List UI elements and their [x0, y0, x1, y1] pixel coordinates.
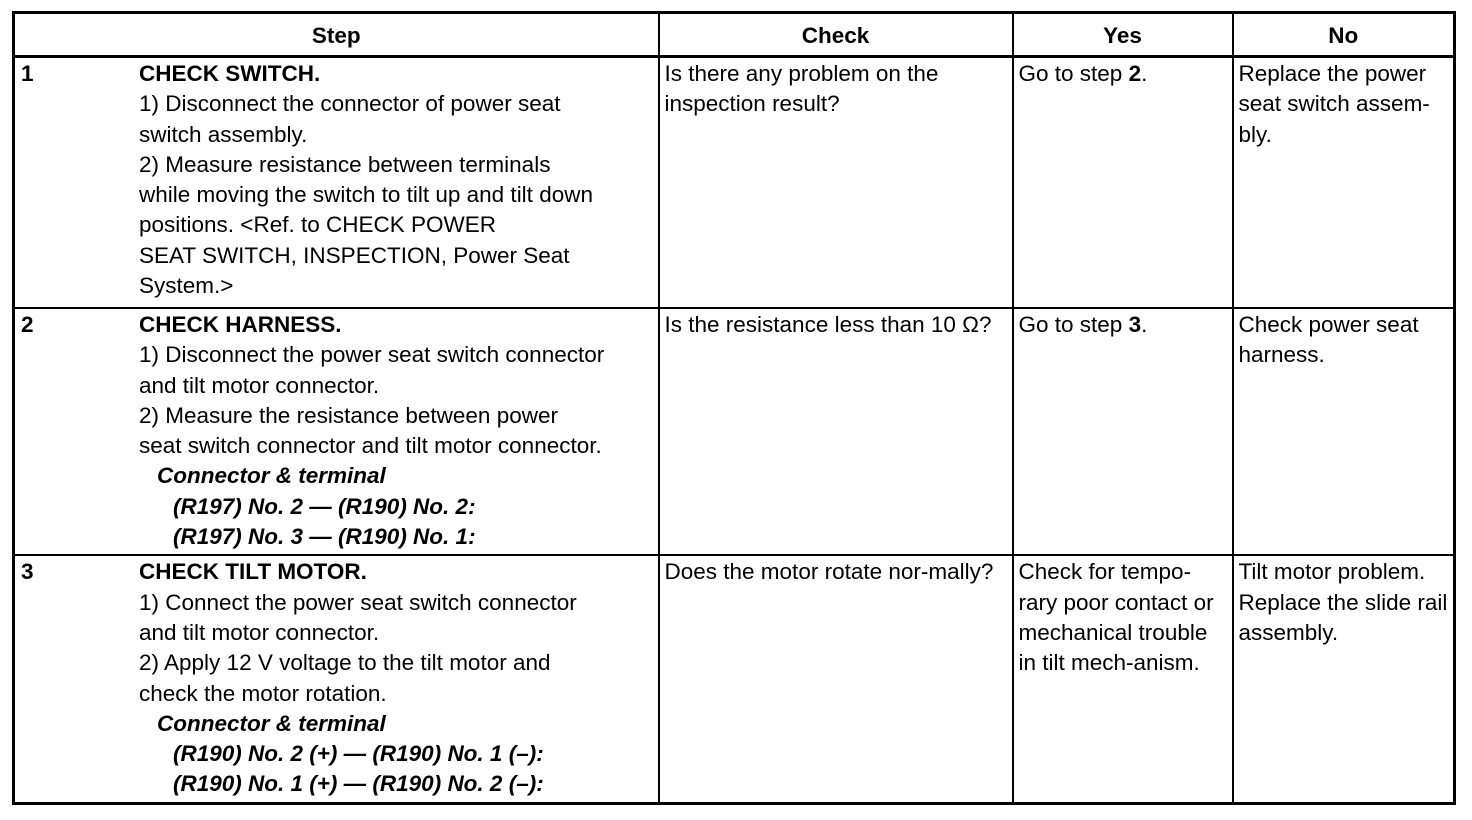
step-cell [14, 555, 659, 803]
header-step: Step [14, 13, 659, 57]
step-cell [14, 57, 659, 309]
table-row [14, 555, 1455, 803]
connector-heading: Connector & terminal [157, 463, 386, 489]
step-text: 1) Disconnect the power seat switch connector [139, 342, 605, 368]
step-text: positions. <Ref. to CHECK POWER [139, 212, 496, 238]
no-cell: Check power seat harness. [1233, 308, 1455, 555]
connector-heading: Connector & terminal [157, 710, 386, 736]
connector-terminal: (R190) No. 1 (+) — (R190) No. 2 (–): [173, 771, 544, 797]
connector-terminal: (R197) No. 2 — (R190) No. 2: [173, 493, 476, 519]
no-cell: Tilt motor problem. Replace the slide rail assembly. [1233, 555, 1455, 803]
yes-cell: Check for tempo-rary poor contact or mechanical trouble in tilt mech-anism. [1013, 555, 1233, 803]
step-number: 1 [21, 61, 34, 86]
diagnosis-table [12, 11, 1456, 805]
header-check: Check [659, 13, 1013, 57]
check-cell: Is the resistance less than 10 Ω? [659, 308, 1013, 555]
yes-suffix: . [1141, 61, 1148, 86]
step-text: check the motor rotation. [139, 680, 387, 706]
yes-step-ref: 2 [1128, 61, 1142, 86]
step-text: 2) Measure the resistance between power [139, 402, 558, 428]
step-number: 3 [21, 559, 34, 585]
yes-text: Go to step [1018, 61, 1129, 86]
step-text: 1) Disconnect the connector of power seat [139, 91, 561, 117]
yes-cell [1013, 308, 1233, 555]
step-text: SEAT SWITCH, INSPECTION, Power Seat [139, 242, 570, 268]
step-text: seat switch connector and tilt motor connector. [139, 433, 602, 459]
step-text: 2) Apply 12 V voltage to the tilt motor and [139, 650, 551, 676]
step-title: CHECK HARNESS. [139, 312, 342, 337]
step-text: and tilt motor connector. [139, 619, 380, 645]
step-text: while moving the switch to tilt up and tilt down [139, 182, 593, 208]
header-no: No [1233, 13, 1455, 57]
step-title: CHECK SWITCH. [139, 61, 321, 86]
table-row [14, 308, 1455, 555]
connector-terminal: (R190) No. 2 (+) — (R190) No. 1 (–): [173, 741, 544, 767]
check-cell: Is there any problem on the inspection result? [659, 57, 1013, 309]
yes-step-ref: 3 [1128, 312, 1142, 337]
step-text: System.> [139, 273, 234, 299]
step-text: switch assembly. [139, 121, 308, 147]
table-row [14, 57, 1455, 309]
no-cell: Replace the power seat switch assem-bly. [1233, 57, 1455, 309]
yes-suffix: . [1141, 312, 1148, 337]
step-title: CHECK TILT MOTOR. [139, 559, 367, 585]
step-text: 1) Connect the power seat switch connector [139, 589, 577, 615]
yes-cell [1013, 57, 1233, 309]
yes-text: Go to step [1018, 312, 1129, 337]
header-yes: Yes [1013, 13, 1233, 57]
step-cell [14, 308, 659, 555]
connector-terminal: (R197) No. 3 — (R190) No. 1: [173, 524, 476, 550]
check-cell: Does the motor rotate nor-mally? [659, 555, 1013, 803]
step-text: and tilt motor connector. [139, 372, 380, 398]
step-text: 2) Measure resistance between terminals [139, 151, 551, 177]
step-number: 2 [21, 312, 34, 337]
header-row [14, 13, 1455, 57]
